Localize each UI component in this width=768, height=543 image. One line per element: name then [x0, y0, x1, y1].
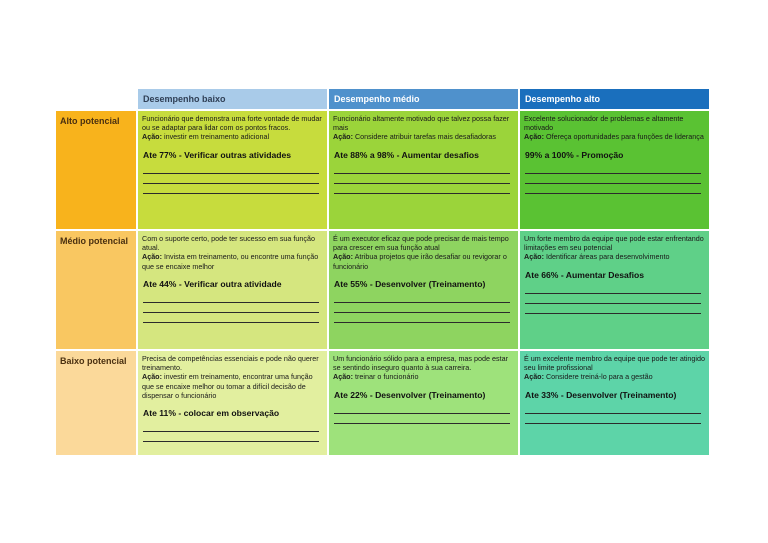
row-label-high-potential: Alto potencial	[56, 111, 136, 229]
performance-potential-matrix	[56, 89, 709, 455]
blank-line	[334, 404, 510, 414]
blank-lines	[333, 404, 514, 424]
blank-line	[143, 422, 319, 432]
cell-description: É um executor eficaz que pode precisar de mais tempo para crescer em sua função atual Ação: Atribua projetos que irão desafiar ou revigorar o funcionário	[333, 234, 509, 271]
corner-blank	[56, 89, 136, 109]
blank-lines	[333, 293, 514, 323]
cell-description: Funcionário que demonstra uma forte vontade de mudar ou se adaptar para lidar com os pontos fracos. Ação: investir em treinamento adicional	[142, 114, 322, 142]
blank-line	[525, 294, 701, 304]
row-label-low-potential: Baixo potencial	[56, 351, 136, 455]
cell-result: Ate 55% - Desenvolver (Treinamento)	[334, 278, 486, 289]
blank-lines	[524, 284, 705, 314]
cell-high-potential-low-performance	[138, 111, 327, 229]
blank-line	[143, 184, 319, 194]
header-low-performance: Desempenho baixo	[138, 89, 327, 109]
blank-line	[525, 414, 701, 424]
blank-lines	[142, 422, 323, 442]
cell-low-potential-high-performance	[520, 351, 709, 455]
blank-line	[334, 303, 510, 313]
header-medium-performance: Desempenho médio	[329, 89, 518, 109]
cell-medium-potential-low-performance	[138, 231, 327, 349]
blank-line	[143, 432, 319, 442]
cell-description: Com o suporte certo, pode ter sucesso em sua função atual. Ação: Invista em treinamento, ou encontre uma função que se encaixe melhor	[142, 234, 319, 271]
blank-lines	[524, 164, 705, 194]
header-high-performance: Desempenho alto	[520, 89, 709, 109]
blank-line	[525, 304, 701, 314]
blank-lines	[142, 293, 323, 323]
blank-lines	[333, 164, 514, 194]
blank-line	[143, 174, 319, 184]
cell-medium-potential-high-performance	[520, 231, 709, 349]
cell-low-potential-medium-performance	[329, 351, 518, 455]
cell-description: Um forte membro da equipe que pode estar enfrentando limitações em seu potencial Ação: Identificar áreas para desenvolvimento	[524, 234, 704, 262]
cell-description: É um excelente membro da equipe que pode ter atingido seu limite profissional Ação: Considere treiná-lo para a gestão	[524, 354, 706, 382]
blank-line	[143, 164, 319, 174]
cell-description: Um funcionário sólido para a empresa, mas pode estar se sentindo inseguro quanto à sua carreira. Ação: treinar o funcionário	[333, 354, 508, 382]
cell-result: Ate 66% - Aumentar Desafios	[525, 269, 645, 280]
blank-line	[525, 174, 701, 184]
cell-result: Ate 88% a 98% - Aumentar desafios	[334, 149, 479, 160]
blank-line	[525, 404, 701, 414]
row-label-medium-potential: Médio potencial	[56, 231, 136, 349]
blank-line	[143, 293, 319, 303]
cell-result: Ate 44% - Verificar outra atividade	[143, 278, 282, 289]
cell-result: Ate 11% - colocar em observação	[143, 408, 280, 419]
cell-low-potential-low-performance	[138, 351, 327, 455]
blank-lines	[524, 404, 705, 424]
cell-result: Ate 22% - Desenvolver (Treinamento)	[334, 389, 486, 400]
cell-result: Ate 33% - Desenvolver (Treinamento)	[525, 389, 677, 400]
blank-line	[525, 284, 701, 294]
blank-line	[143, 303, 319, 313]
blank-line	[525, 164, 701, 174]
blank-line	[334, 184, 510, 194]
blank-line	[334, 174, 510, 184]
blank-line	[334, 313, 510, 323]
cell-high-potential-medium-performance	[329, 111, 518, 229]
cell-result: Ate 77% - Verificar outras atividades	[143, 149, 292, 160]
blank-line	[334, 164, 510, 174]
blank-lines	[142, 164, 323, 194]
blank-line	[334, 293, 510, 303]
cell-high-potential-high-performance	[520, 111, 709, 229]
cell-description: Precisa de competências essenciais e pode não querer treinamento. Ação: investir em treinamento, encontrar uma função que se encaixe melhor ou tomar a difícil decisão de dispensar o funcionário	[142, 354, 319, 400]
blank-line	[334, 414, 510, 424]
cell-medium-potential-medium-performance	[329, 231, 518, 349]
blank-line	[525, 184, 701, 194]
cell-description: Excelente solucionador de problemas e altamente motivado Ação: Ofereça oportunidades para funções de liderança	[524, 114, 704, 142]
cell-result: 99% a 100% - Promoção	[525, 149, 624, 160]
blank-line	[143, 313, 319, 323]
cell-description: Funcionário altamente motivado que talvez possa fazer mais Ação: Considere atribuir tarefas mais desafiadoras	[333, 114, 510, 142]
